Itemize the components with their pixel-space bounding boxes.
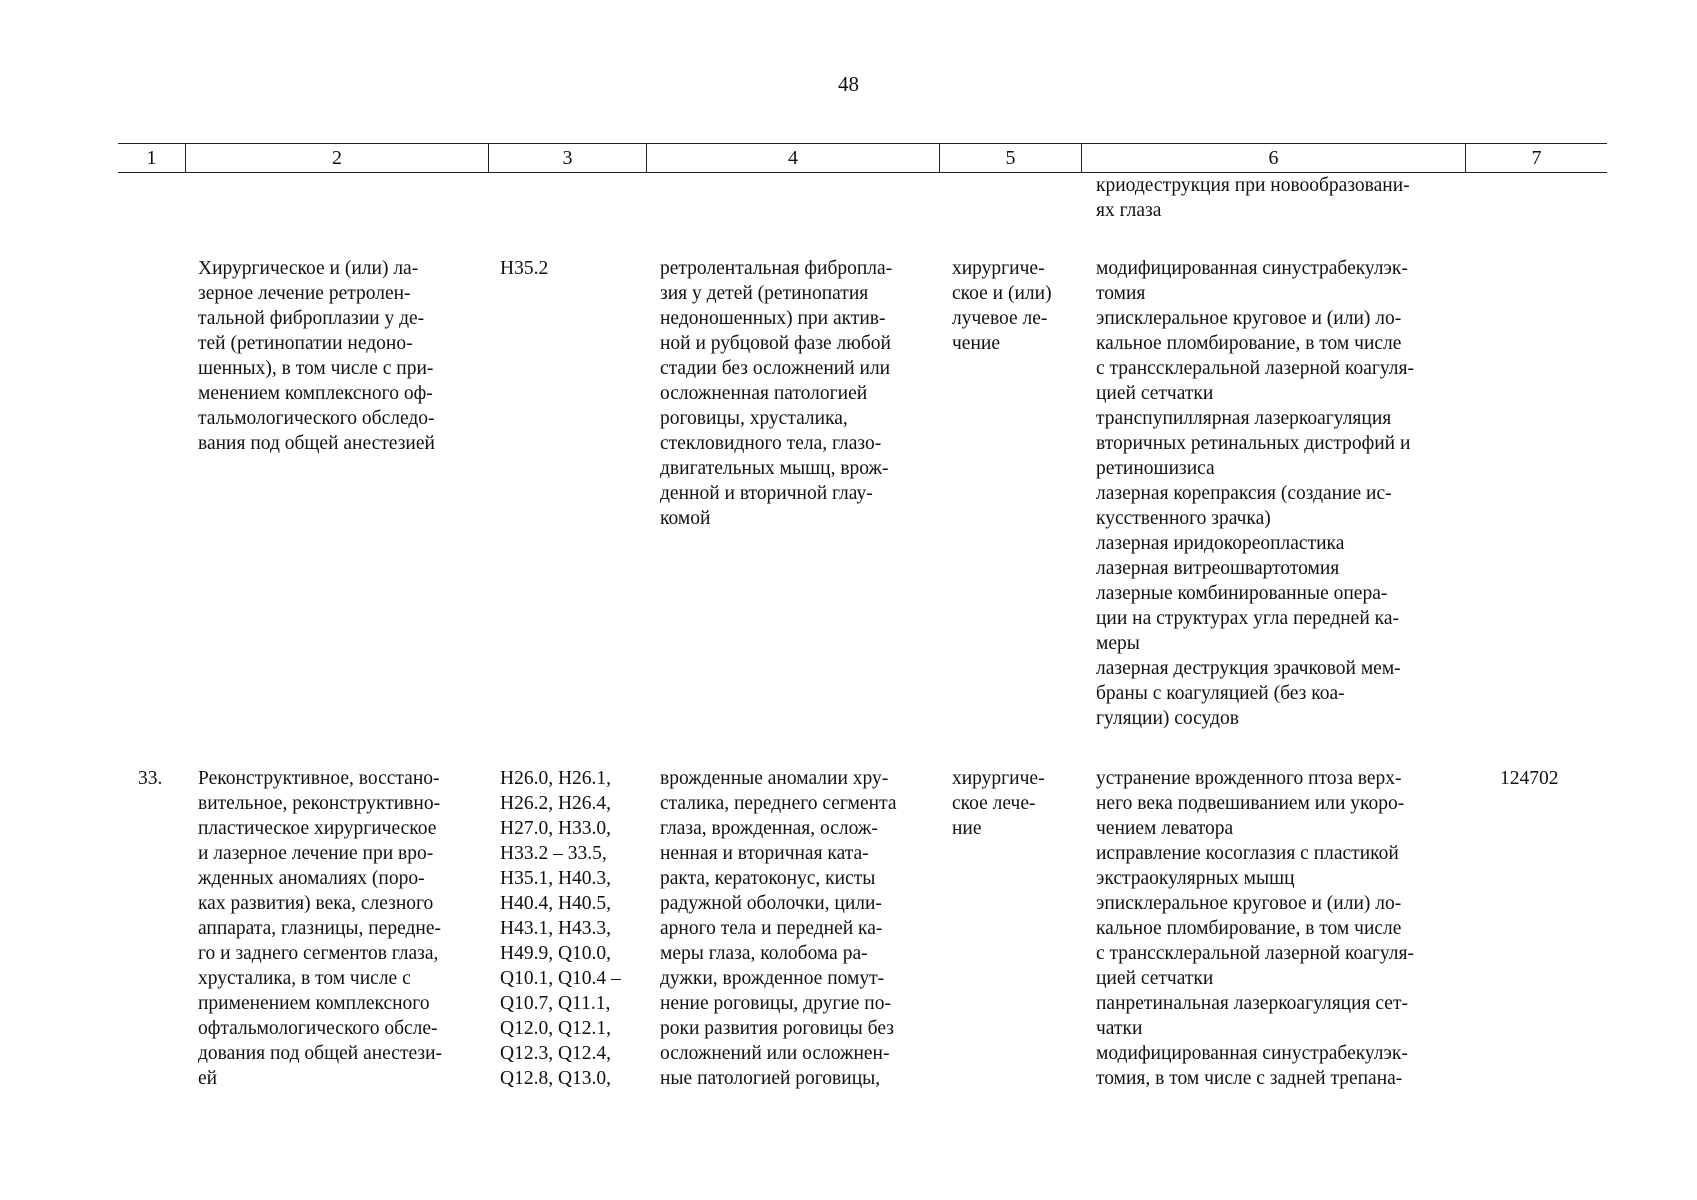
column-header-5: 5 [940,144,1082,172]
row-b-treatment-cell: хирургиче- ское лече- ние [952,768,1045,839]
row-a-treatment-cell: хирургиче- ское и (или) лучевое ле- чение [952,258,1052,354]
continuation-methods-cell: криодеструкция при новообразовани- ях глаза [1096,175,1410,221]
row-a-methods-cell: модифицированная синустрабекулэк- томия эписклеральное круговое и (или) ло- кальное пломбирование, в том числе с транссклеральной лазерной коагуля- цией сетчатки транспупиллярная лазеркоагуляция вторичных ретинальных дистрофий и ретиношизиса лазерная корепраксия (создание ис- кусственного зрачка) лазерная иридокореопластика лазерная витреошвартотомия лазерные комбинированные опера- ции на структурах угла передней ка- меры лазерная деструкция зрачковой мем- браны с коагуляцией (без коа- гуляции) сосудов [1096,258,1414,729]
row-b-number-cell: 33. [138,768,163,789]
column-header-4: 4 [647,144,940,172]
row-b-methods-cell: устранение врожденного птоза верх- него века подвешиванием или укоро- чением леватора исправление косоглазия с пластикой экстраокулярных мышц эписклеральное круговое и (или) ло- кальное пломбирование, в том числе с транссклеральной лазерной коагуля- цией сетчатки панретинальная лазеркоагуляция сет- чатки модифицированная синустрабекулэк- томия, в том числе с задней трепана- [1096,768,1414,1089]
column-header-3: 3 [489,144,647,172]
row-b-name-cell: Реконструктивное, восстано- вительное, реконструктивно- пластическое хирургическое и лазерное лечение при вро- жденных аномалиях (поро- ках развития) века, слезного аппарата, глазницы, передне- го и заднего сегментов глаза, хрусталика, в том числе с применением комплексного офтальмологического обсле- дования под общей анестези- ей [198,768,442,1089]
row-a-name-cell: Хирургическое и (или) ла- зерное лечение ретролен- тальной фиброплазии у де- тей (ретинопатии недоно- шенных), в том числе с при- менением комплексного оф- тальмологического обследо- вания под общей анестезией [198,258,435,454]
column-header-2: 2 [186,144,489,172]
row-a-codes-cell: H35.2 [500,258,549,279]
table-header-row [118,143,1607,173]
column-header-7: 7 [1531,147,1542,169]
column-header-1: 1 [118,144,186,172]
row-a-model-cell: ретролентальная фиброплa- зия у детей (ретинопатия недоношенных) при актив- ной и рубцовой фазе любой стадии без осложнений или осложненная патологией роговицы, хрусталика, стекловидного тела, глазо- двигательных мышц, врож- денной и вторичной глау- комой [660,258,893,529]
row-b-cost-cell: 124702 [1500,768,1559,789]
column-header-6: 6 [1082,144,1466,172]
row-b-codes-cell: H26.0, H26.1, H26.2, H26.4, H27.0, H33.0, H33.2 – 33.5, H35.1, H40.3, H40.4, H40.5, H43.1, H43.3, H49.9, Q10.0, Q10.1, Q10.4 – Q10.7, Q11.1, Q12.0, Q12.1, Q12.3, Q12.4, Q12.8, Q13.0, [500,768,621,1089]
page-number: 48 [838,72,859,96]
row-b-model-cell: врожденные аномалии хру- сталика, переднего сегмента глаза, врожденная, ослож- ненная и вторичная ката- ракта, кератоконус, кисты радужной оболочки, цили- арного тела и передней ка- меры глаза, колобома ра- дужки, врожденное помут- нение роговицы, другие по- роки развития роговицы без осложнений или осложнен- ные патологией роговицы, [660,768,897,1089]
